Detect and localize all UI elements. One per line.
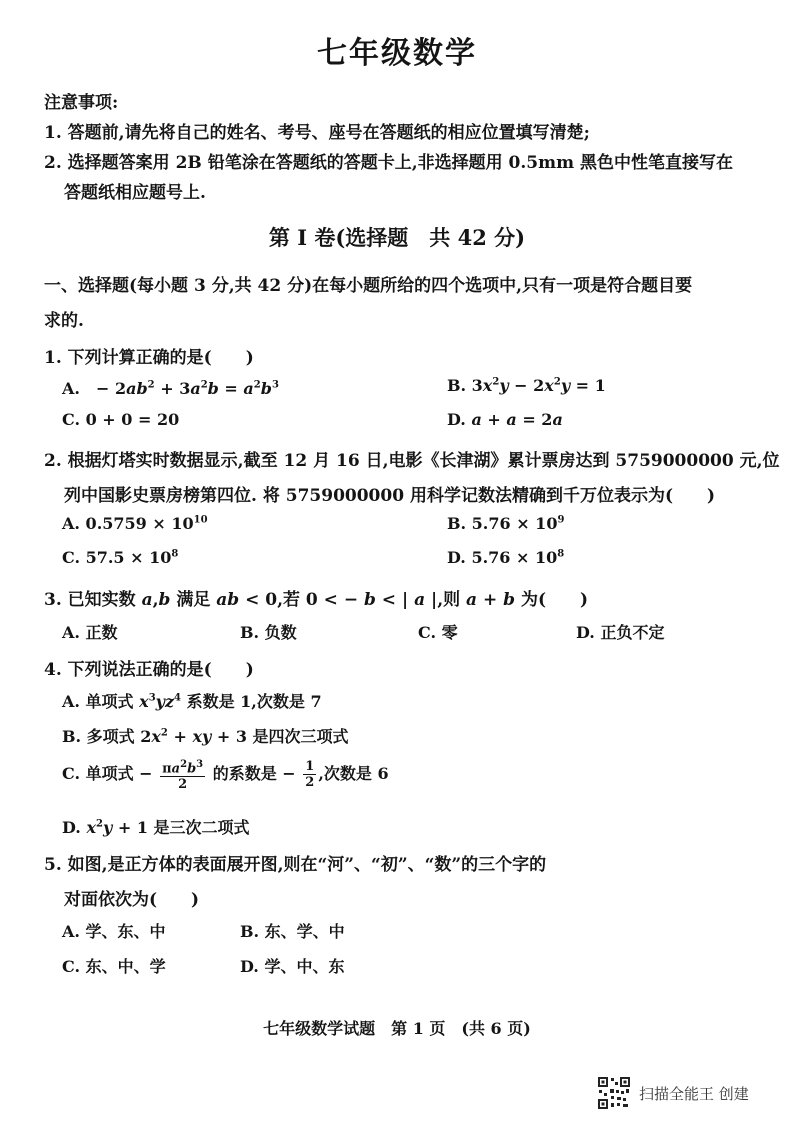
question-3-option-a: A. 正数 — [62, 623, 118, 642]
option-b-tail: 是四次三项式 — [252, 727, 349, 746]
fraction-one-half: $\frac{1}{2}$ — [305, 759, 315, 791]
question-5-option-d: D. 学、中、东 — [240, 957, 345, 976]
section-instruction-line-2: 求的. — [44, 311, 84, 331]
option-c-base: C. 57.5 × 10 — [62, 548, 172, 567]
qr-code-icon — [597, 1076, 631, 1110]
option-b-base: B. 5.76 × 10 — [447, 514, 558, 533]
option-a-base: A. 0.5759 × 10 — [62, 514, 194, 533]
question-1-option-c: C. 0 + 0 = 20 — [62, 410, 180, 429]
question-1-stem: 1. 下列计算正确的是( ) — [44, 348, 254, 368]
question-2-option-d — [447, 548, 564, 567]
fraction-pi-a2-b3-over-2: $\frac{\pi a^2b^3}{2}$ — [162, 759, 204, 793]
notice-item-2-line-2: 答题纸相应题号上. — [64, 183, 206, 203]
page-title: 七年级数学 — [317, 36, 477, 71]
question-3-stem-tail: 为( ) — [520, 590, 589, 610]
question-3-stem: 3. 已知实数 a,b 满足 ab < 0,若 0 < − b < | a |,则 a + b 为( ) — [44, 590, 589, 610]
watermark-text: 扫描全能王 创建 — [639, 1084, 749, 1103]
question-1-option-d: D. a + a = 2a — [447, 410, 563, 429]
question-4-option-c: C. 单项式 − $\frac{\pi a^2b^3}{2}$ 的系数是 − $\frac{1}{2}$ ,次数是 6 — [62, 759, 389, 793]
question-1-option-a: A. − $2ab^2 + 3a^2b = a^2b^3$ — [62, 379, 279, 398]
question-2-option-b — [447, 514, 564, 533]
option-a-exponent: 10 — [193, 514, 208, 526]
notice-item-2-line-1: 2. 选择题答案用 2B 铅笔涂在答题纸的答题卡上,非选择题用 0.5mm 黑色中性笔直接写在 — [44, 153, 734, 173]
question-4-stem: 4. 下列说法正确的是( ) — [44, 660, 254, 680]
section-title: 第 I 卷(选择题 共 42 分) — [268, 225, 526, 250]
question-5-stem-line-2: 对面依次为( ) — [64, 890, 200, 910]
scanner-watermark — [597, 1076, 749, 1110]
question-3-option-d: D. 正负不定 — [576, 623, 665, 642]
question-4-option-a: A. 单项式 $x^3yz^4$ 系数是 1,次数是 7 — [62, 692, 322, 711]
question-4-option-d: D. $x^2y + 1$ 是三次二项式 — [62, 818, 250, 837]
notice-item-1: 1. 答题前,请先将自己的姓名、考号、座号在答题纸的相应位置填写清楚; — [44, 123, 590, 143]
question-5-stem-line-1: 5. 如图,是正方体的表面展开图,则在“河”、“初”、“数”的三个字的 — [44, 855, 547, 875]
option-d-tail: 是三次二项式 — [153, 818, 250, 837]
question-1-option-b: B. $3x^2y - 2x^2y = 1$ — [447, 376, 606, 395]
notice-heading: 注意事项: — [44, 93, 119, 113]
section-instruction-line-1: 一、选择题(每小题 3 分,共 42 分)在每小题所给的四个选项中,只有一项是符合题目要 — [44, 276, 693, 296]
question-4-option-b: B. 多项式 $2x^2$ + xy + 3 是四次三项式 — [62, 727, 349, 746]
option-d-base: D. 5.76 × 10 — [447, 548, 558, 567]
question-5-option-a: A. 学、东、中 — [62, 922, 166, 941]
question-2-stem-line-2: 列中国影史票房榜第四位. 将 5759000000 用科学记数法精确到千万位表示为( ) — [64, 486, 716, 506]
option-d-exponent: 8 — [557, 548, 565, 560]
option-a-tail: 系数是 1,次数是 7 — [186, 692, 322, 711]
question-3-option-b: B. 负数 — [240, 623, 297, 642]
question-5-option-c: C. 东、中、学 — [62, 957, 166, 976]
question-2-stem-line-1: 2. 根据灯塔实时数据显示,截至 12 月 16 日,电影《长津湖》累计票房达到 5759000000 元,位 — [44, 451, 780, 471]
question-3-option-c: C. 零 — [418, 623, 458, 642]
question-2-option-c — [62, 548, 178, 567]
option-c-exponent: 8 — [171, 548, 179, 560]
question-2-option-a — [62, 514, 208, 533]
page-footer: 七年级数学试题 第 1 页 (共 6 页) — [263, 1019, 531, 1038]
question-5-option-b: B. 东、学、中 — [240, 922, 345, 941]
option-b-exponent: 9 — [557, 514, 565, 526]
